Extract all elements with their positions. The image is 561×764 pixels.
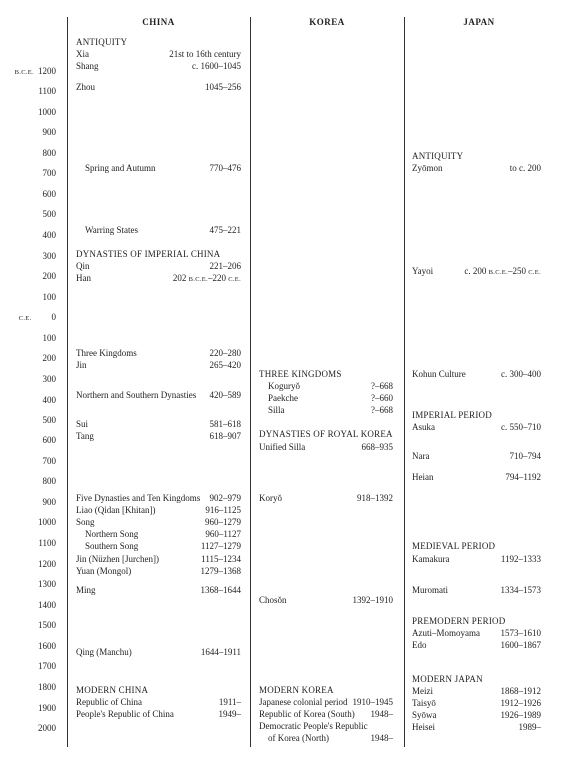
- period-dates: 794–1192: [505, 472, 541, 482]
- section-title: ANTIQUITY: [76, 37, 128, 47]
- period-row: [412, 640, 541, 651]
- period-name: Koguryŏ: [268, 381, 300, 391]
- period-row: [259, 721, 393, 732]
- section-title: ANTIQUITY: [412, 151, 464, 161]
- period-dates: 221–206: [209, 261, 241, 271]
- period-name: Sui: [76, 419, 89, 429]
- period-row: [259, 393, 393, 404]
- period-dates: 1368–1644: [200, 585, 241, 595]
- year-label: 900: [42, 127, 56, 137]
- period-row: [76, 49, 241, 60]
- period-row: [412, 266, 541, 277]
- period-name: Paekche: [268, 393, 298, 403]
- year-label: 100: [42, 333, 56, 343]
- period-name: Yuan (Mongol): [76, 566, 132, 576]
- period-name: Ming: [76, 585, 96, 595]
- period-name: Republic of China: [76, 697, 142, 707]
- year-label: B.C.E. 1200: [14, 66, 56, 76]
- period-row: [259, 697, 393, 708]
- era-label-bce: B.C.E.: [14, 69, 34, 76]
- year-label: 1900: [38, 703, 56, 713]
- period-dates: 581–618: [209, 419, 241, 429]
- period-row: [76, 390, 241, 401]
- period-row: [76, 585, 241, 596]
- year-label: 1100: [38, 538, 56, 548]
- period-dates: 618–907: [209, 431, 241, 441]
- period-name: Asuka: [412, 422, 435, 432]
- year-label: 1000: [38, 517, 56, 527]
- period-dates: 202 B.C.E.–220 C.E.: [172, 273, 241, 283]
- period-name: Song: [76, 517, 95, 527]
- period-row: [259, 709, 393, 720]
- period-dates: 1127–1279: [200, 541, 241, 551]
- period-row: [76, 647, 241, 658]
- period-dates: to c. 200: [509, 163, 541, 173]
- year-label: 1000: [38, 107, 56, 117]
- period-name: Azuti–Momoyama: [412, 628, 480, 638]
- period-row: [259, 493, 393, 504]
- period-row: [412, 698, 541, 709]
- year-label: 800: [42, 148, 56, 158]
- period-row: [76, 554, 241, 565]
- period-name: Muromati: [412, 585, 448, 595]
- year-label: 800: [42, 476, 56, 486]
- year-label: 1700: [38, 661, 56, 671]
- period-row: [259, 733, 393, 744]
- period-row: [76, 529, 241, 540]
- period-name: Xia: [76, 49, 89, 59]
- period-name: Northern Song: [85, 529, 139, 539]
- period-name: Shang: [76, 61, 99, 71]
- period-dates: 916–1125: [205, 505, 241, 515]
- section-title: IMPERIAL PERIOD: [412, 410, 492, 420]
- period-name: Unified Silla: [259, 442, 306, 452]
- period-name: Silla: [268, 405, 285, 415]
- period-dates: c. 300–400: [501, 369, 541, 379]
- year-label: 400: [42, 230, 56, 240]
- year-label: 700: [42, 456, 56, 466]
- period-dates: 668–935: [361, 442, 393, 452]
- period-name: Japanese colonial period: [259, 697, 348, 707]
- period-row: [76, 505, 241, 516]
- section-title: THREE KINGDOMS: [259, 369, 342, 379]
- period-dates: 1948–: [370, 733, 393, 743]
- period-dates: 902–979: [209, 493, 241, 503]
- year-label: 400: [42, 395, 56, 405]
- period-dates: 1912–1926: [500, 698, 541, 708]
- period-name: Jin: [76, 360, 87, 370]
- header-japan: JAPAN: [463, 17, 495, 27]
- year-label: 300: [42, 251, 56, 261]
- section-title: MODERN JAPAN: [412, 674, 483, 684]
- period-dates: 960–1127: [205, 529, 241, 539]
- period-name: Qing (Manchu): [76, 647, 132, 657]
- year-label: 600: [42, 435, 56, 445]
- period-name: Nara: [412, 451, 430, 461]
- period-dates: 1644–1911: [200, 647, 241, 657]
- year-label: 1300: [38, 579, 56, 589]
- period-dates: 1392–1910: [352, 595, 393, 605]
- year-label: 1200: [38, 559, 56, 569]
- period-name: Republic of Korea (South): [259, 709, 355, 719]
- period-name: Han: [76, 273, 91, 283]
- period-row: [76, 273, 241, 284]
- period-dates: c. 550–710: [501, 422, 541, 432]
- year-label: C.E. 0: [18, 312, 56, 322]
- year-label: 1400: [38, 600, 56, 610]
- period-row: [76, 82, 241, 93]
- period-name: Meizi: [412, 686, 433, 696]
- period-name: Zhou: [76, 82, 95, 92]
- period-row: [76, 431, 241, 442]
- period-name: Taisyō: [412, 698, 436, 708]
- period-dates: 1573–1610: [500, 628, 541, 638]
- era-label-ce: C.E.: [18, 315, 32, 322]
- period-dates: 1600–1867: [500, 640, 541, 650]
- period-dates: 1045–256: [205, 82, 241, 92]
- period-dates: c. 1600–1045: [192, 61, 241, 71]
- period-row: [259, 381, 393, 392]
- year-label: 200: [42, 353, 56, 363]
- period-dates: 1948–: [370, 709, 393, 719]
- period-name: Three Kingdoms: [76, 348, 137, 358]
- period-dates: 770–476: [209, 163, 241, 173]
- period-row: [412, 554, 541, 565]
- period-name: Southern Song: [85, 541, 139, 551]
- year-label: 1100: [38, 86, 56, 96]
- period-dates: 1910–1945: [352, 697, 393, 707]
- period-dates: 1115–1234: [201, 554, 241, 564]
- period-row: [76, 566, 241, 577]
- period-name: Chosŏn: [259, 595, 287, 605]
- period-dates: 265–420: [209, 360, 241, 370]
- period-name: Yayoi: [412, 266, 434, 276]
- period-name: Spring and Autumn: [85, 163, 156, 173]
- period-dates: 21st to 16th century: [169, 49, 241, 59]
- year-label: 700: [42, 168, 56, 178]
- period-name: Heian: [412, 472, 434, 482]
- period-name: Liao (Qidan [Khitan]): [76, 505, 156, 515]
- year-label: 200: [42, 271, 56, 281]
- period-row: [412, 163, 541, 174]
- period-dates: 1192–1333: [500, 554, 541, 564]
- year-label: 1800: [38, 682, 56, 692]
- period-row: [259, 442, 393, 453]
- period-row: [76, 709, 241, 720]
- year-label: 600: [42, 189, 56, 199]
- section-title: DYNASTIES OF ROYAL KOREA: [259, 429, 393, 439]
- period-row: [259, 595, 393, 606]
- period-name: Kamakura: [412, 554, 450, 564]
- period-row: [76, 517, 241, 528]
- period-name: Edo: [412, 640, 427, 650]
- period-dates: 220–280: [209, 348, 241, 358]
- period-name: Heisei: [412, 722, 435, 732]
- period-dates: 1334–1573: [500, 585, 541, 595]
- period-row: [412, 472, 541, 483]
- period-name: of Korea (North): [268, 733, 329, 743]
- year-label: 500: [42, 415, 56, 425]
- period-name: Northern and Southern Dynasties: [76, 390, 197, 400]
- period-row: [76, 541, 241, 552]
- period-row: [412, 585, 541, 596]
- section-title: MEDIEVAL PERIOD: [412, 541, 496, 551]
- period-row: [412, 451, 541, 462]
- period-dates: ?–660: [371, 393, 393, 403]
- period-dates: 1279–1368: [200, 566, 241, 576]
- period-name: Koryŏ: [259, 493, 282, 503]
- period-row: [412, 686, 541, 697]
- period-row: [76, 419, 241, 430]
- header-china: CHINA: [142, 17, 175, 27]
- period-row: [412, 722, 541, 733]
- year-label: 900: [42, 497, 56, 507]
- year-label: 1600: [38, 641, 56, 651]
- period-row: [412, 422, 541, 433]
- section-title: MODERN KOREA: [259, 685, 334, 695]
- period-row: [76, 348, 241, 359]
- period-dates: 918–1392: [357, 493, 393, 503]
- period-row: [412, 710, 541, 721]
- period-name: Zyōmon: [412, 163, 443, 173]
- period-dates: ?–668: [371, 405, 393, 415]
- period-dates: 960–1279: [205, 517, 241, 527]
- year-label: 300: [42, 374, 56, 384]
- period-dates: 1989–: [518, 722, 541, 732]
- period-row: [412, 628, 541, 639]
- period-row: [76, 360, 241, 371]
- section-title: PREMODERN PERIOD: [412, 616, 506, 626]
- period-dates: c. 200 B.C.E.–250 C.E.: [464, 266, 541, 276]
- period-dates: 420–589: [209, 390, 241, 400]
- period-row: [76, 261, 241, 272]
- column-divider-korea: [250, 17, 251, 747]
- period-name: Warring States: [85, 225, 139, 235]
- period-dates: 1949–: [218, 709, 241, 719]
- period-dates: 1911–: [218, 697, 241, 707]
- period-name: Syōwa: [412, 710, 437, 720]
- period-dates: ?–668: [371, 381, 393, 391]
- section-title: MODERN CHINA: [76, 685, 149, 695]
- column-divider-china: [67, 17, 68, 747]
- period-row: [76, 493, 241, 504]
- header-korea: KOREA: [309, 17, 345, 27]
- year-label: 2000: [38, 723, 56, 733]
- year-label: 1500: [38, 620, 56, 630]
- period-row: [76, 225, 241, 236]
- year-label: 100: [42, 292, 56, 302]
- period-row: [76, 163, 241, 174]
- period-name: People's Republic of China: [76, 709, 174, 719]
- period-row: [76, 697, 241, 708]
- column-divider-japan: [404, 17, 405, 747]
- period-name: Tang: [76, 431, 94, 441]
- period-dates: 475–221: [209, 225, 241, 235]
- period-row: [259, 405, 393, 416]
- year-label: 500: [42, 209, 56, 219]
- period-row: [412, 369, 541, 380]
- period-name: Kohun Culture: [412, 369, 466, 379]
- period-dates: 1868–1912: [500, 686, 541, 696]
- period-name: Qin: [76, 261, 90, 271]
- period-dates: 1926–1989: [500, 710, 541, 720]
- period-name: Democratic People's Republic: [259, 721, 368, 731]
- period-dates: 710–794: [509, 451, 541, 461]
- period-name: Jin (Nüzhen [Jurchen]): [76, 554, 159, 564]
- period-row: [76, 61, 241, 72]
- section-title: DYNASTIES OF IMPERIAL CHINA: [76, 249, 221, 259]
- period-name: Five Dynasties and Ten Kingdoms: [76, 493, 201, 503]
